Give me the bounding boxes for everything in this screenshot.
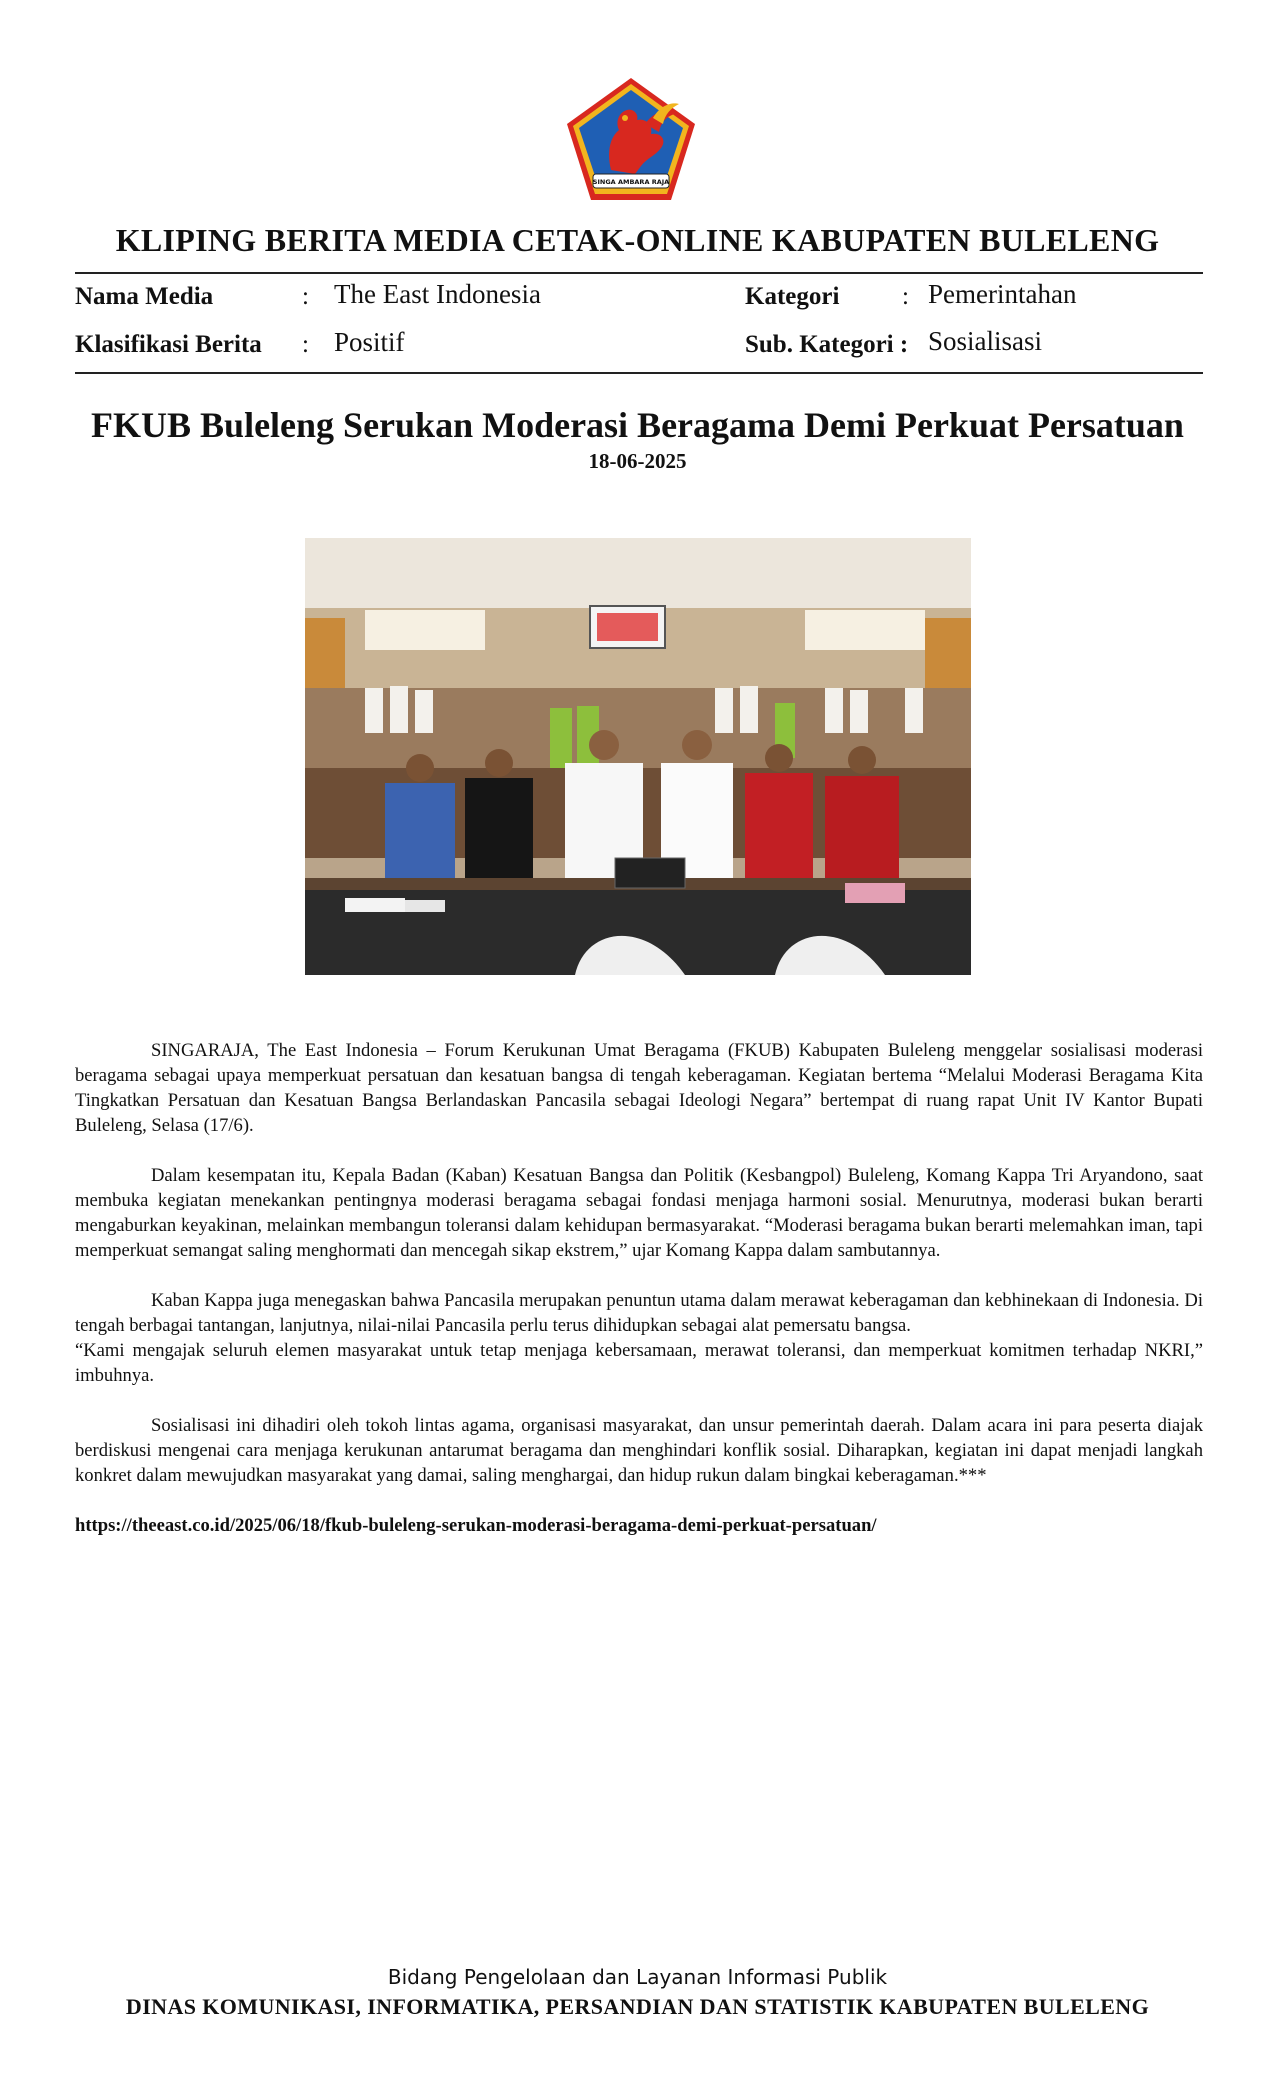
article-paragraph-4: “Kami mengajak seluruh elemen masyarakat untuk tetap menjaga kebersamaan, merawat toleransi, dan memperkuat komitmen terhadap NKRI,” imbuhnya. [75, 1340, 1203, 1386]
source-url-link[interactable]: https://theeast.co.id/2025/06/18/fkub-buleleng-serukan-moderasi-beragama-demi-perkuat-persatuan/ [75, 1515, 877, 1536]
article-paragraph-1: SINGARAJA, The East Indonesia – Forum Kerukunan Umat Beragama (FKUB) Kabupaten Buleleng menggelar sosialisasi moderasi beragama sebagai upaya memperkuat persatuan dan kesatuan bangsa di tengah keberagaman. Kegiatan bertema “Melalui Moderasi Beragama Kita Tingkatkan Persatuan dan Kesatuan Bangsa Berlandaskan Pancasila sebagai Ideologi Negara” bertempat di ruang rapat Unit IV Kantor Bupati Buleleng, Selasa (17/6). [75, 1040, 1203, 1136]
article-paragraph-3: Kaban Kappa juga menegaskan bahwa Pancasila merupakan penuntun utama dalam merawat keberagaman dan kebhinekaan di Indonesia. Di tengah berbagai tantangan, lanjutnya, nilai-nilai Pancasila perlu terus dihidupkan sebagai alat pemersatu bangsa. [75, 1290, 1203, 1336]
article-body [75, 1038, 1203, 1538]
klasifikasi-berita-value: Positif [334, 327, 405, 357]
kategori-colon: : [902, 283, 909, 310]
buleleng-emblem-logo [563, 74, 699, 204]
article-paragraph-2: Dalam kesempatan itu, Kepala Badan (Kaban) Kesatuan Bangsa dan Politik (Kesbangpol) Buleleng, Komang Kappa Tri Aryandono, saat membuka kegiatan menekankan pentingnya moderasi beragama sebagai fondasi menjaga harmoni sosial. Menurutnya, moderasi bukan berarti mengaburkan keyakinan, melainkan membangun toleransi dalam kehidupan bermasyarakat. “Moderasi beragama bukan berarti melemahkan iman, tapi memperkuat semangat saling menghormati dan mencegah sikap ekstrem,” ujar Komang Kappa dalam sambutannya. [75, 1165, 1203, 1261]
document-header-title: KLIPING BERITA MEDIA CETAK-ONLINE KABUPATEN BULELENG [115, 222, 1160, 258]
nama-media-label: Nama Media [75, 283, 214, 310]
klasifikasi-berita-colon: : [302, 331, 309, 358]
klasifikasi-berita-label: Klasifikasi Berita [75, 331, 262, 358]
kategori-value: Pemerintahan [928, 279, 1077, 309]
header-divider-bottom [75, 372, 1203, 374]
article-title: FKUB Buleleng Serukan Moderasi Beragama Demi Perkuat Persatuan [91, 405, 1184, 445]
kategori-label: Kategori [745, 283, 840, 310]
nama-media-value: The East Indonesia [334, 279, 541, 309]
nama-media-colon: : [302, 283, 309, 310]
sub-kategori-label: Sub. Kategori : [745, 331, 909, 358]
header-divider-top [75, 272, 1203, 274]
footer-subtitle: Bidang Pengelolaan dan Layanan Informasi Publik [387, 1965, 888, 1989]
emblem-motto: SINGA AMBARA RAJA [592, 178, 670, 186]
sub-kategori-value: Sosialisasi [928, 326, 1043, 356]
article-date: 18-06-2025 [588, 449, 687, 473]
footer-title: DINAS KOMUNIKASI, INFORMATIKA, PERSANDIAN DAN STATISTIK KABUPATEN BULELENG [125, 1994, 1150, 2019]
article-paragraph-5: Sosialisasi ini dihadiri oleh tokoh lintas agama, organisasi masyarakat, dan unsur pemerintah daerah. Dalam acara ini para peserta diajak berdiskusi mengenai cara menjaga kerukunan antarumat beragama dan menghindari konflik sosial. Diharapkan, kegiatan ini dapat menjadi langkah konkret dalam mewujudkan masyarakat yang damai, saling menghargai, dan hidup rukun dalam bingkai keberagaman.*** [75, 1415, 1203, 1486]
article-photo [305, 538, 971, 975]
